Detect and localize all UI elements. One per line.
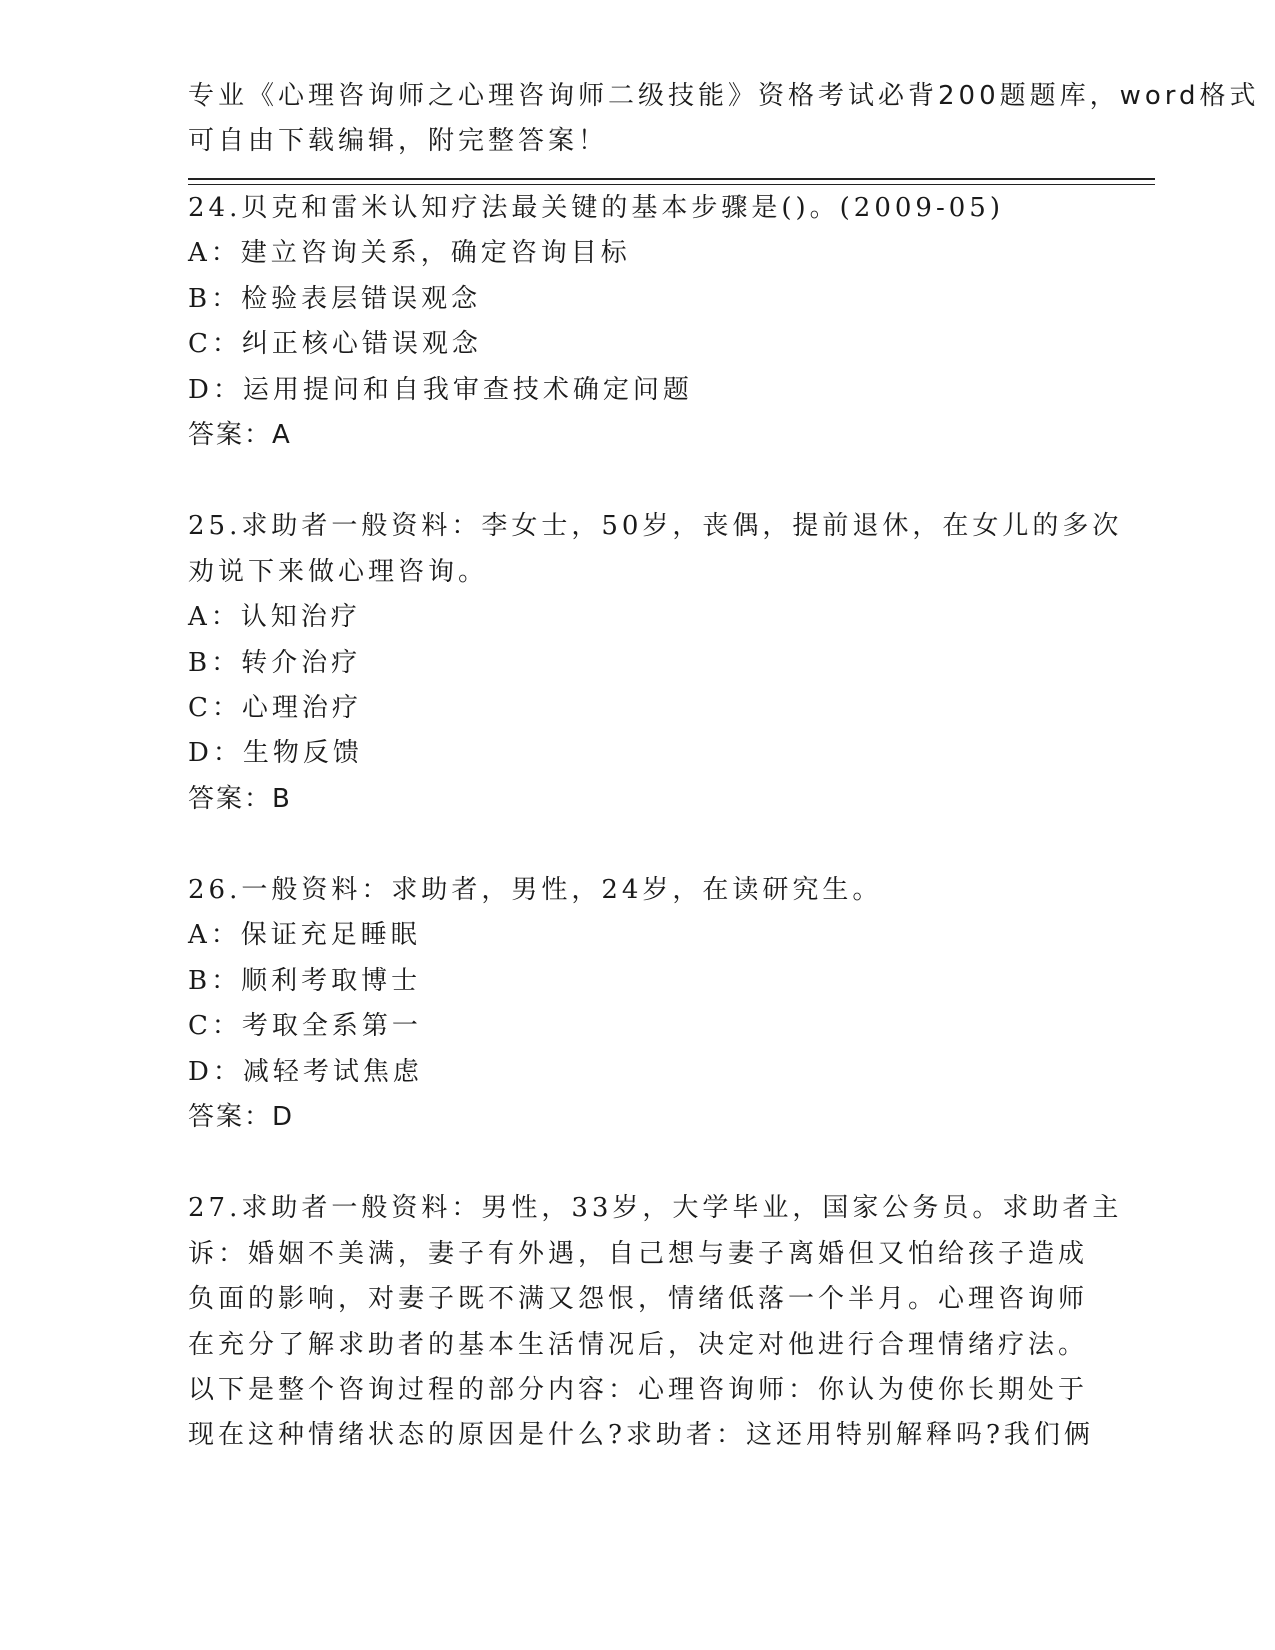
question-stem: 24.贝克和雷米认知疗法最关键的基本步骤是()。(2009-05)	[188, 193, 1004, 223]
question-stem: 劝说下来做心理咨询。	[188, 556, 489, 587]
question-27	[188, 1186, 1123, 1458]
option-b: B：顺利考取博士	[188, 965, 422, 996]
question-stem: 25.求助者一般资料：李女士，50岁，丧偶，提前退休，在女儿的多次	[188, 511, 1123, 542]
option-a: A：认知治疗	[188, 602, 361, 633]
option-c: C：纠正核心错误观念	[188, 329, 482, 360]
option-d: D：生物反馈	[188, 738, 363, 769]
option-b: B：检验表层错误观念	[188, 283, 482, 314]
question-stem: 诉：婚姻不美满，妻子有外遇，自己想与妻子离婚但又怕给孩子造成	[188, 1238, 1089, 1269]
header-line: 专业《心理咨询师之心理咨询师二级技能》资格考试必背200题题库，word格式	[188, 81, 1260, 111]
question-26	[188, 868, 1088, 1140]
header-rule-thin	[188, 184, 1155, 185]
question-stem: 现在这种情绪状态的原因是什么?求助者：这还用特别解释吗?我们俩	[188, 1420, 1094, 1451]
option-c: C：考取全系第一	[188, 1011, 422, 1042]
question-stem: 以下是整个咨询过程的部分内容：心理咨询师：你认为使你长期处于	[188, 1374, 1089, 1405]
header-line: 可自由下载编辑，附完整答案！	[188, 126, 609, 157]
option-b: B：转介治疗	[188, 647, 362, 678]
question-stem: 负面的影响，对妻子既不满又怨恨，情绪低落一个半月。心理咨询师	[188, 1284, 1089, 1315]
document-header	[188, 74, 1260, 165]
question-list	[188, 186, 1123, 1459]
option-c: C：心理治疗	[188, 692, 362, 723]
answer-text: 答案：D	[188, 1102, 295, 1133]
question-stem: 27.求助者一般资料：男性，33岁，大学毕业，国家公务员。求助者主	[188, 1193, 1123, 1224]
option-d: D：运用提问和自我审查技术确定问题	[188, 374, 693, 405]
header-rule-thick	[188, 178, 1155, 180]
question-24	[188, 186, 1088, 458]
question-stem: 在充分了解求助者的基本生活情况后，决定对他进行合理情绪疗法。	[188, 1329, 1089, 1360]
option-d: D：减轻考试焦虑	[188, 1056, 423, 1087]
answer-text: 答案：B	[188, 783, 292, 814]
question-25	[188, 504, 1123, 822]
answer-text: 答案：A	[188, 419, 292, 450]
question-stem: 26.一般资料：求助者，男性，24岁，在读研究生。	[188, 875, 883, 906]
option-a: A：保证充足睡眠	[188, 920, 421, 951]
option-a: A：建立咨询关系，确定咨询目标	[188, 238, 631, 269]
